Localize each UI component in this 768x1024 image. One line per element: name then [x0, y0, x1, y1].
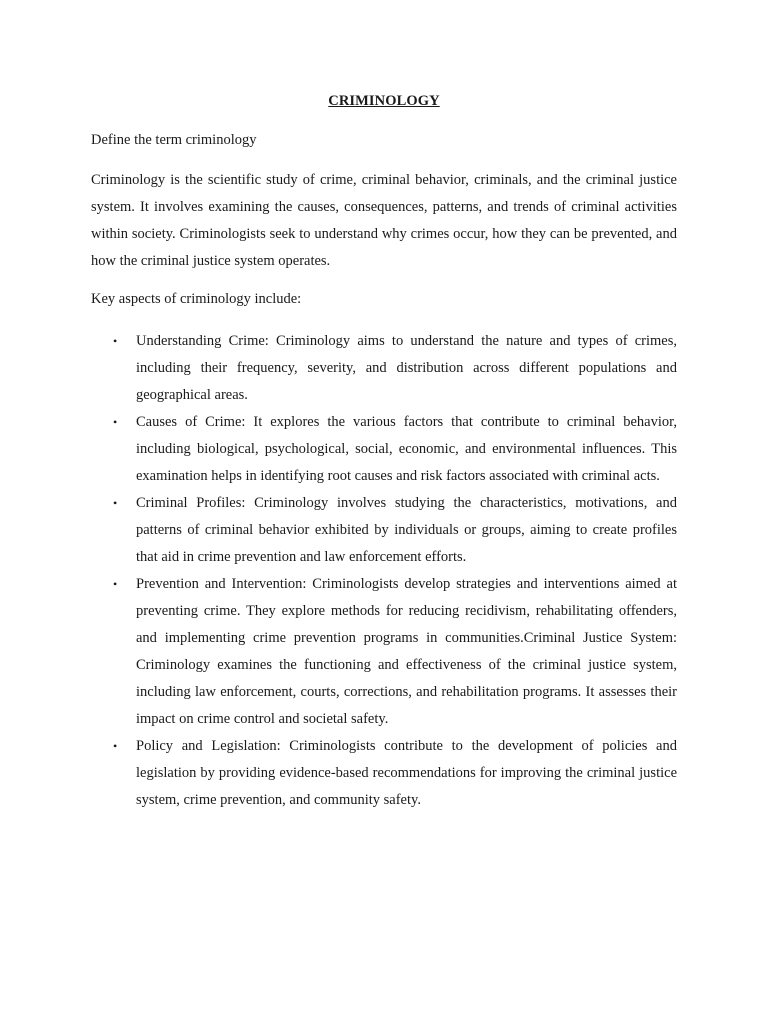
bullet-icon: •	[113, 415, 118, 429]
list-item-text: Prevention and Intervention: Criminologists develop strategies and interventions aimed at preventing crime. They explore methods for reducing recidivism, rehabilitating offenders, and implementing crime prevention programs in communities.Criminal Justice System: Criminology examines the functioning and effectiveness of the criminal justice system, including law enforcement, courts, corrections, and rehabilitation programs. It assesses their impact on crime control and societal safety.	[136, 576, 677, 727]
list-item	[113, 409, 677, 490]
list-item-text: Understanding Crime: Criminology aims to understand the nature and types of crimes, including their frequency, severity, and distribution across different populations and geographical areas.	[136, 333, 677, 403]
bullet-icon: •	[113, 496, 118, 510]
list-item-text: Policy and Legislation: Criminologists contribute to the development of policies and legislation by providing evidence-based recommendations for improving the criminal justice system, crime prevention, and community safety.	[136, 738, 677, 808]
question-heading: Define the term criminology	[91, 132, 257, 148]
bullet-icon: •	[113, 577, 118, 591]
key-aspects-intro: Key aspects of criminology include:	[91, 291, 302, 307]
list-item	[113, 490, 677, 571]
definition-paragraph: Criminology is the scientific study of crime, criminal behavior, criminals, and the criminal justice system. It involves examining the causes, consequences, patterns, and trends of criminal activities within society. Criminologists seek to understand why crimes occur, how they can be prevented, and how the criminal justice system operates.	[91, 172, 677, 269]
list-item	[113, 571, 677, 733]
key-aspects-list	[113, 328, 677, 814]
list-item	[113, 733, 677, 814]
list-item-text: Criminal Profiles: Criminology involves studying the characteristics, motivations, and patterns of criminal behavior exhibited by individuals or groups, aiming to create profiles that aid in crime prevention and law enforcement efforts.	[136, 495, 677, 565]
bullet-icon: •	[113, 334, 118, 348]
bullet-icon: •	[113, 739, 118, 753]
list-item-text: Causes of Crime: It explores the various factors that contribute to criminal behavior, including biological, psychological, social, economic, and environmental influences. This examination helps in identifying root causes and risk factors associated with criminal acts.	[136, 414, 677, 484]
list-item	[113, 328, 677, 409]
page-title: CRIMINOLOGY	[328, 93, 440, 109]
